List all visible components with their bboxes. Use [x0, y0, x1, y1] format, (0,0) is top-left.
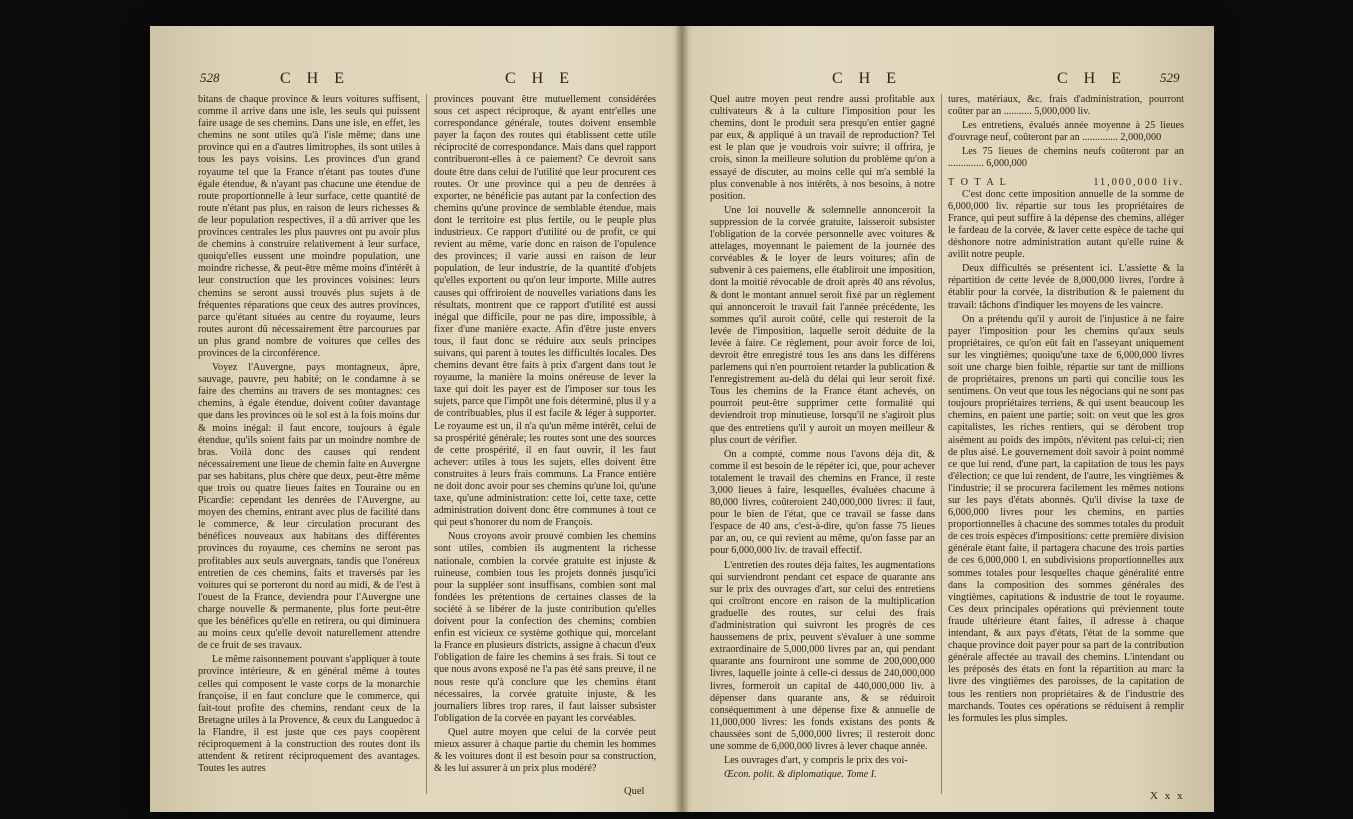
footnote: Œcon. polit. & diplomatique. Tome I.	[724, 769, 877, 781]
cost-intro: tures, matériaux, &c. frais d'administration, pourront coûter par an ........... 5,000,000 liv.	[948, 94, 1184, 118]
left-column-2	[434, 94, 656, 777]
paragraph: On a prétendu qu'il y auroit de l'injustice à ne faire payer l'imposition pour les chemins qu'aux seuls propriétaires, ce qu'on eût fait en l'asseyant uniquement sur les vingtièmes; quoiqu'une taxe de 6,000,000 livres soit une charge bien foible, répartie sur tant de millions de propriétaires, prenons un parti qui concilie tous les sentimens. On veut que tous les négocians qui ne sont pas toujours propriétaires terriens, & qui usent beaucoup les chemins, en paient une partie; soit: on veut que les gros capitalistes, les riches rentiers, qui se dérobent trop aisément au poids des impôts, n'évitent pas celui-ci; rien de plus aisé. Le gouvernement doit savoir à point nommé ce que lui rend, d'une part, la capitation de tous les pays d'élection; ce que lui rendent, de l'autre, les vingtièmes & l'industrie; il se procurera facilement les mêmes notions sur les pays d'états abonnés. Qu'il divise la taxe de 6,000,000 livres pour les chemins, en parties proportionnelles à chacune des sommes totales du produit de ces trois espèces d'impositions: cette première division générale étant faite, il partagera chacune des trois parties de ces 6,000,000 l. en subdivisions proportionnelles aux sommes totales pour lesquelles chaque généralité entre dans la composition des sommes générales des vingtièmes, capitations & industrie de tout le royaume. Ces deux principales opérations qui préviennent toute fraude ultérieure étant faites, il adresse à chaque intendant, & aux pays d'états, l'état de la somme que chaque province doit payer pour sa part de la contribution générale affectée au travail des chemins. L'intendant ou les préposés des états en font la répartition au marc la livre des vingtièmes des paroisses, de la capitation de tous les rentiers non propriétaires & de l'industrie des marchands. Toutes ces opérations se réduisent à remplir les formules les plus simples.	[948, 313, 1184, 724]
total-value: 11,000,000 liv.	[1093, 176, 1184, 188]
paragraph: Les ouvrages d'art, y compris le prix des voi-	[724, 755, 908, 767]
signature-mark: X x x	[1150, 790, 1185, 802]
column-rule	[941, 94, 942, 794]
right-page-number: 529	[1160, 70, 1180, 85]
total-line	[948, 177, 1184, 189]
cost-intro-label: tures, matériaux, &c. frais d'administration, pourront coûter par an	[948, 94, 1184, 118]
paragraph: Une loi nouvelle & solemnelle annonceroit la suppression de la corvée gratuite, laisseroit subsister l'obligation de la corvée personnelle avec voitures & attelages, moyennant le paiement de la journée des corvéables & le loyer de leurs voitures; afin de subvenir à ces paiemens, elle établiroit une imposition, dont la moitié révocable de droit après 40 ans révolus, & dont le montant annuel seroit fixé par un règlement qui annonceroit le travail fait l'année précédente, les sommes qu'il auroit coûté, celle qui resteroit de la levée de l'imposition, laquelle seroit déduite de la levée à faire. Ce règlement, pour avoir force de loi, devroit être enregistré tous les ans dans les différens parlemens qui n'en pourroient retarder la publication & l'enregistrement au-delà du délai qui leur seroit fixé. Tous les chemins de la France étant achevés, on pourroit peut-être supprimer cette formalité qui deviendroit trop minutieuse, lorsqu'il ne s'agiroit plus que des entretiens qu'il y auroit un moyen meilleur & plus court de vérifier.	[710, 204, 935, 446]
cost-lieues-label: Les 75 lieues de chemins neufs coûteront par an	[962, 146, 1184, 158]
column-rule	[426, 94, 427, 794]
cost-entretiens-label: Les entretiens, évalués année moyenne à 25 lieues d'ouvrage neuf, coûteront par an	[948, 120, 1184, 144]
right-running-head-1: C H E	[832, 70, 902, 87]
paragraph: provinces pouvant être mutuellement considérées sous cet aspect réciproque, & ayant entr'elles une correspondance générale, toutes doivent ensemble payer la façon des routes qui établissent cette utile réciprocité de correspondance. Mais dans quel rapport contribueront-elles à ce paiement? Ce devroit sans doute être dans celui de l'utilité que leur procurent ces routes. Or une province qui a peu de denrées à exporter, ne bénéficie pas autant par la confection des chemins qu'une province de semblable étendue, mais dont le territoire est plus fertile, ou le peuple plus industrieux. Ce rapport d'utilité ou de profit, ce qui revient au même, varie donc en raison de l'opulence des provinces; il varie aussi en raison de leur population, de leur industrie, de la quantité d'objets qu'elles exportent ou qu'on leur importe. Mille autres causes qui offriroient de nouvelles variations dans les résultats, montrent que ce rapport d'utilité est aussi inégal que difficile, pour ne pas dire, impossible, à fixer d'une manière exacte. Afin d'être juste envers tous, il faut donc se réduire aux seuls principes suivans, qui parent à toutes les difficultés locales. Des chemins devant être faits à prix d'argent dans tout le royaume, la manière la moins onéreuse de lever la taxe qui doit les payer est de l'imposer sur tous les sujets, parce que l'impôt une fois déterminé, plus il y a de contribuables, plus il est facile & léger à supporter. Le royaume est un, il n'a qu'un même intérêt, celui de sa prospérité générale; les routes sont une des sources de cette prospérité, il en faut ouvrir, il les faut achever: utiles à tous les sujets, elles doivent être construites à leurs frais communs. La France entière ne doit donc avoir pour ses chemins qu'une loi, qu'une taxe, qu'une administration: cette loi, cette taxe, cette administration doivent donc être communes à tout ce qui peut s'honorer du nom de François.	[434, 94, 656, 529]
cost-lieues-value: 6,000,000	[986, 158, 1027, 170]
book-spread	[150, 26, 1214, 812]
catchword: Quel	[624, 786, 645, 797]
paragraph: Quel autre moyen peut rendre aussi profitable aux cultivateurs & à la culture l'imposition pour les chemins, dont le produit sera presqu'en entier gagné par eux, & appliqué à un travail de reproduction? Tel est le plan que je voudrois voir suivre; il offrira, je crois, sinon la meilleure solution du problème qu'on a essayé de discuter, au moins celle qui m'a semblé la plus convenable à nos intérêts, à nos besoins, à notre position.	[710, 94, 935, 202]
paragraph: On a compté, comme nous l'avons déja dit, & comme il est besoin de le répéter ici, que, pour achever totalement le travail des chemins en France, il reste 3,000 lieues à faire, lesquelles, évaluées chacune à 80,000 livres, coûteroient 240,000,000 livres: il faut, pour le bien de l'état, que ce travail se fasse dans l'espace de 40 ans, c'est-à-dire, qu'on fasse 75 lieues par an, ou, ce qui revient au même, qu'on fasse par an pour 6,000,000 liv. de travail effectif.	[710, 448, 935, 557]
left-running-head-2: C H E	[505, 70, 575, 87]
cost-lieues: Les 75 lieues de chemins neufs coûteront par an .............. 6,000,000	[948, 146, 1184, 170]
right-page	[682, 26, 1214, 812]
right-column-2	[948, 94, 1184, 727]
paragraph: Le même raisonnement pouvant s'appliquer à toute province intérieure, & en général même à toutes celles qui composent le vaste corps de la monarchie françoise, il en faut conclure que le commerce, qui fait-tout profite des chemins, rendant ceux de la Bretagne utiles à la Provence, & ceux du Languedoc à la Flandre, il est juste que ces pays coopèrent réciproquement à la construction des routes dont ils attendent & retirent réciproquement des avantages. Toutes les autres	[198, 654, 420, 775]
left-page-number: 528	[200, 70, 220, 85]
cost-entretiens-value: 2,000,000	[1120, 132, 1162, 144]
paragraph: Nous croyons avoir prouvé combien les chemins sont utiles, combien ils augmentent la richesse nationale, combien la corvée gratuite est injuste & ruineuse, combien tous les projets donnés jusqu'ici pour la suppléer sont insuffisans, combien sont mal fondées les prétentions de certaines classes de la société à se libérer de la juste contribution qu'elles doivent pour la confection des chemins; combien enfin est vicieux ce système gothique qui, morcelant la France en plusieurs districts, assigne à chacun d'eux l'obligation de faire les chemins à ses frais. Si tout ce que nous avons exposé ne l'a pas été sans preuve, il ne nous reste qu'à conclure que les chemins étant nécessaires, la corvée gratuite injuste, & les journaliers libres trop rares, il faut laisser subsister l'obligation de la corvée en payant les corvéables.	[434, 531, 656, 724]
paragraph: bitans de chaque province & leurs voitures suffisent, comme il arrive dans une isle, les seuls qui puissent faire usage de ses chemins. Dans une isle, en effet, les chemins ne sont utiles qu'à l'isle même; dans une province qui en a d'autres limitrophes, ils sont utiles à tous les pays voisins. Les provinces d'un grand royaume tel que la France n'étant pas toutes d'une égale étendue, & n'ayant pas chacune une étendue de route proportionnelle à leur surface, cette quantité de route n'étant pas plus, en raison de leurs richesses & de leur population respectives, il a dû arriver que les provinces centrales les plus pauvres ont pu avoir plus de chemins à construire relativement à leur surface, quoiqu'elles eussent une moindre population, une moindre richesse, & peut-être même moins d'intérêt à leur construction que les provinces voisines: leurs chemins se seront aussi trouvés plus sujets à de fréquentes réparations que ceux des autres provinces, parce qu'étant situées au centre du royaume, leurs routes auront dû nécessairement être parcourues par un plus grand nombre de voitures que celles des provinces de la circonférence.	[198, 94, 420, 359]
left-page	[150, 26, 682, 812]
left-running-head-1: C H E	[280, 70, 350, 87]
paragraph: Voyez l'Auvergne, pays montagneux, âpre, sauvage, pauvre, peu habité; on le condamne à se faire des chemins au travers de ses montagnes: ces chemins, à égale étendue, doivent coûter davantage que dans les provinces où le sol est à la fois moins dur & moins inégal: il faut encore, toujours à égale étendue, qu'ils soient faits par un moindre nombre de bras. Voilà donc des causes qui rendent nécessairement une lieue de chemin faite en Auvergne par ses habitans, plus chère que deux, peut-être même que trois ou quatre lieues faites en Touraine ou en Picardie: cependant les denrées de l'Auvergne, au moyen des chemins, entrant avec plus de facilité dans le commerce, & leur circulation procurant des bénéfices nouveaux aux habitans des différentes provinces du royaume, ces chemins ne seront pas profitables aux seuls auvergnats, tandis que l'onéreux entretien de ces chemins, faits et traversés par les voitures qui se porteront du nord au midi, & de l'est à l'ouest de la France, deviendra pour l'Auvergne une charge nouvelle & permanente, plus forte peut-être que les bénéfices qu'elle en retirera, ou qui diminuera au moins ceux qu'elle devoit naturellement attendre de ce fruit de ses travaux.	[198, 362, 420, 652]
paragraph: L'entretien des routes déja faites, les augmentations qui surviendront pendant cet espace de quarante ans sur le prix des ouvrages d'art, sur celui des entretiens qui croîtront encore en raison de la multiplication graduelle des routes, sur celui des frais d'administration qui suivront les progrès de ces haussemens de prix, peuvent s'évaluer à une somme extraordinaire de 5,000,000 livres par an, qui pendant quarante ans fourniront une somme de 200,000,000 livres, laquelle jointe à celle-ci dessus de 240,000,000 livres, formeroit un capital de 440,000,000 liv. à dépenser dans quarante ans, & se réduiroit conséquemment à une dépense fixe & annuelle de 11,000,000 livres: les fonds existans des ponts & chaussées sont de 5,000,000 livres; il resteroit donc une somme de 6,000,000 livres à lever chaque année.	[710, 559, 935, 752]
right-running-head-2: C H E	[1057, 70, 1127, 87]
paragraph: C'est donc cette imposition annuelle de la somme de 6,000,000 liv. répartie sur tous les propriétaires de France, qui peut suffire à la dépense des chemins, alléger le fardeau de la corvée, & laver cette espèce de tache qui déshonore notre administration autant qu'elle ruine & avilit notre peuple.	[948, 188, 1184, 261]
paragraph: Quel autre moyen que celui de la corvée peut mieux assurer à chaque partie du chemin les hommes & les voitures dont il est besoin pour sa construction, & les lui assurer à un prix plus modéré?	[434, 726, 656, 775]
total-label: T O T A L	[948, 176, 1008, 188]
left-column-1	[198, 94, 420, 777]
cost-intro-value: 5,000,000 liv.	[1034, 106, 1091, 118]
cost-entretiens: Les entretiens, évalués année moyenne à 25 lieues d'ouvrage neuf, coûteront par an .............. 2,000,000	[948, 120, 1184, 144]
right-column-1	[710, 94, 935, 783]
paragraph: Deux difficultés se présentent ici. L'assiette & la répartition de cette levée de 8,000,000 livres, l'ordre à établir pour la corvée, la distribution & le paiement du travail: tâchons d'indiquer les moyens de les vaincre.	[948, 263, 1184, 311]
